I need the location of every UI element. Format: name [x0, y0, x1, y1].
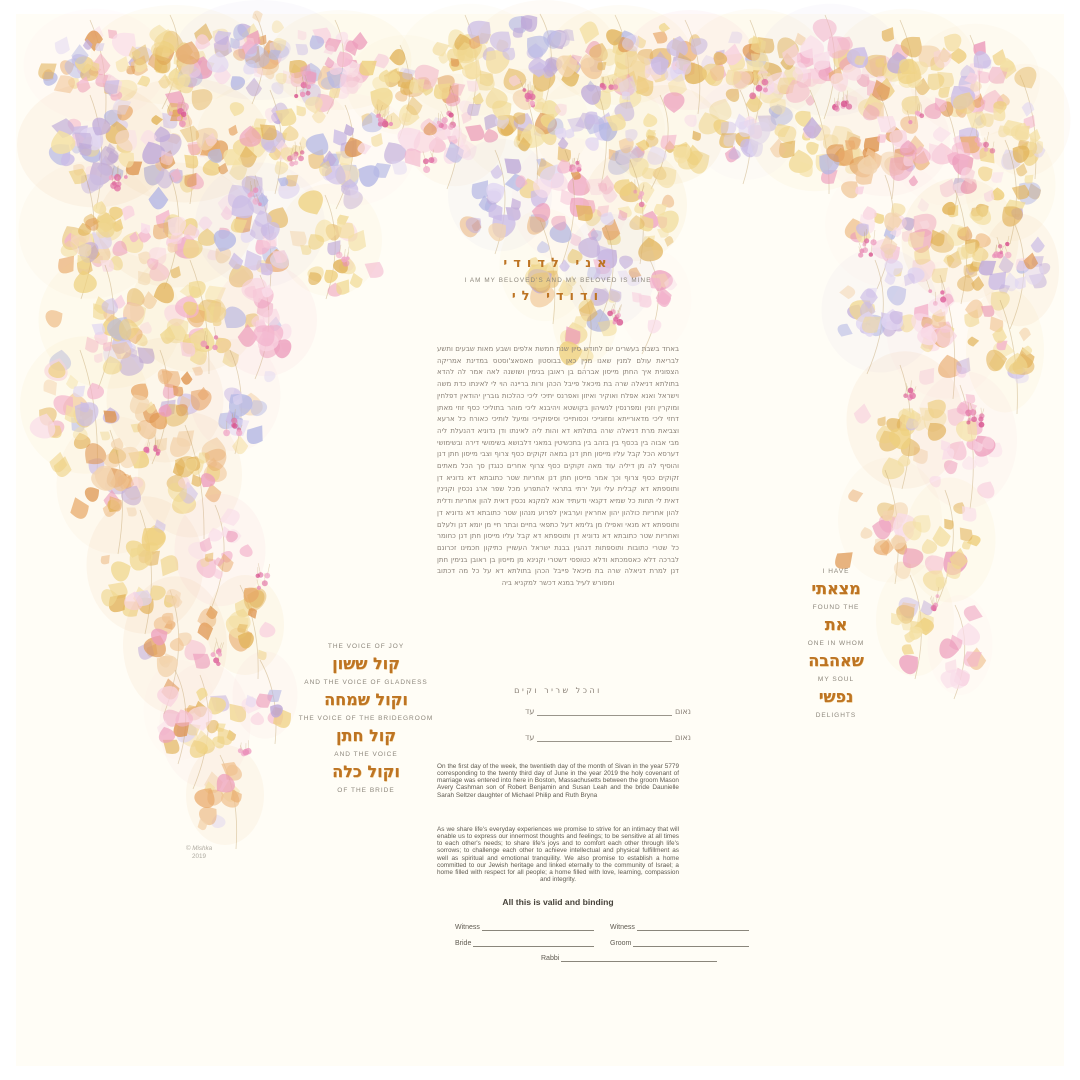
verse-line: AND THE VOICE OF GLADNESS — [304, 679, 428, 686]
groom-signature-field — [610, 938, 749, 947]
english-vows-paragraph: As we share life's everyday experiences we promise to strive for an intimacy that will enable us to express our innermost thoughts and feelings; to be sensitive at all times to each other's needs; to share life's joys and to comfort each other through life's sorrows; to challenge each other to achieve intellectual and physical fulfillment as well as spiritual and emotional tranquility. We also promise to establish a home committed to our Jewish heritage and linked eternally to the community of Israel; a home filled with respect for all people; a home filled with love, learning, compassion and integrity. — [437, 826, 679, 884]
signature-row — [455, 938, 749, 947]
verse-line: OF THE BRIDE — [337, 787, 395, 794]
witness-signature-field — [610, 922, 749, 931]
naum-label: נאום — [674, 707, 691, 716]
ed-label: עד — [525, 733, 535, 742]
header-verse — [437, 256, 679, 304]
signature-line — [561, 953, 717, 962]
witness-label: Witness — [610, 924, 635, 931]
signature-line — [473, 938, 594, 947]
artist-signature: © Mishka — [185, 845, 213, 852]
verse-line: קול ששון — [332, 654, 400, 673]
verse-line: וקול שמחה — [324, 690, 408, 709]
verse-line: ONE IN WHOM — [807, 640, 865, 647]
english-date-paragraph: On the first day of the week, the twentieth day of the month of Sivan in the year 5779 corresponding to the twenty third day of June in the year 2019 the holy covenant of marriage was entered into here in Boston, Massachusetts between the groom Mason Avery Cashman son of Robert Benjamin and Susan Leah and the bride Daunielle Sarah Seltzer daughter of Michael Philip and Ruth Bryna — [437, 763, 679, 799]
verse-line: וקול כלה — [332, 762, 400, 781]
verse-line: MY SOUL — [817, 676, 855, 683]
artist-mark — [176, 845, 222, 861]
header-english: I AM MY BELOVED'S AND MY BELOVED IS MINE — [464, 277, 652, 284]
hebrew-witness-row — [525, 700, 691, 716]
groom-label: Groom — [610, 939, 632, 947]
signature-line — [633, 938, 749, 947]
verse-line: את — [824, 615, 848, 634]
bride-label: Bride — [455, 939, 472, 947]
header-hebrew-line1: אני לדודי — [503, 256, 613, 271]
verse-line: מצאתי — [811, 579, 861, 598]
naum-label: נאום — [674, 733, 691, 742]
verse-line: FOUND THE — [812, 604, 860, 611]
header-hebrew-line2: ודודי לי — [511, 289, 605, 304]
verse-line: AND THE VOICE — [334, 751, 398, 758]
signature-line — [637, 922, 749, 931]
signature-row — [455, 922, 749, 931]
bride-signature-field — [455, 938, 594, 947]
right-verse-i-have-found — [761, 562, 911, 723]
hebrew-witness-signature-line — [537, 704, 672, 716]
verse-line: THE VOICE OF THE BRIDEGROOM — [298, 715, 434, 722]
aramaic-ketubah-text: באחד בשבת בעשרים יום לחודש סיון שנת חמשת אלפים ושבע מאות שבעים ותשע לבריאת עולם למנין שאנו מנין כאן בבוסטון מאסאצ'וסטס במדינת אמריקה הצפונית איך החתן מייסון אברהם בן ראובן בנימין ושושנה לאה אמר לה להדא בתולתא דניאלה שרה בת מיכאל פייבל הכהן ורות בריינה הוי לי לאינתו כדת משה וישראל ואנא אפלח ואוקיר ואיזון ואפרנס יתיכי ליכי כהלכות גוברין יהודאין דפלחין ומוקרין וזנין ומפרנסין לנשיהון בקושטא ויהיבנא ליכי מוהר בתוליכי כסף זוזי מאתן דחזי ליכי מדאורייתא ומזונייכי וכסותייכי וסיפוקייכי ומיעל לותיכי כאורח כל ארעא וצביאת מרת דניאלה שרה בתולתא דא והות ליה לאינתו ודן נדוניא דהנעלת ליה מבי אבוה בין בכסף בין בזהב בין בתכשיטין במאני דלבושא בשימושי דירה ובשימושי דערסא הכל קבל עליו מייסון חתן דנן במאה זקוקים כסף צרוף וצבי מייסון חתן דנן והוסיף לה מן דיליה עוד מאה זקוקים כסף צרוף אחרים כנגדן סך הכל מאתים זקוקים כסף צרוף וכך אמר מייסון חתן דנן אחריות שטר כתובתא דא נדוניא דן ותוספתא דא קבלית עלי ועל ירתי בתראי להתפרע מכל שפר ארג נכסין וקנינין דאית לי תחות כל שמיא דקנאי ודעתיד אנא למקנא נכסין דאית להון אחריות ודלית להון אחריות כולהון יהון אחראין וערבאין לפרוע מנהון שטר כתובתא דא נדוניא דן ותוספתא דא מנאי ואפילו מן גלימא דעל כתפאי בחיים ובתר חיי מן יומא דנן ולעלם ואחריות שטר כתובתא דא נדוניא דן ותוספתא דא קבל עליו מייסון חתן דנן כחומר כל שטרי כתובות ותוספתות דנהגין בבנת ישראל העשויין כתיקון חכמינו זכרונם לברכה דלא כאסמכתא ודלא כטופסי דשטרי וקנינא מן מייסון בן ראובן בנימין חתן דנן למרת דניאלה שרה בת מיכאל פייבל הכהן בתולתא דא על כל מה דכתוב ומפורש לעיל במנא דכשר למקניא ביה — [437, 345, 679, 588]
left-verse-voice-of-joy — [291, 637, 441, 798]
witness-label: Witness — [455, 924, 480, 931]
verse-line: נפשי — [818, 687, 854, 706]
hebrew-witness-row — [525, 726, 691, 742]
verse-line: THE VOICE OF JOY — [327, 643, 405, 650]
valid-and-binding-declaration: All this is valid and binding — [502, 897, 614, 907]
verse-line: DELIGHTS — [815, 712, 857, 719]
hebrew-witness-signature-line — [537, 730, 672, 742]
signature-block — [455, 922, 749, 962]
rabbi-label: Rabbi — [541, 955, 560, 962]
verse-line: שאהבה — [808, 651, 864, 670]
ed-label: עד — [525, 707, 535, 716]
artist-year: 2019 — [191, 853, 206, 860]
verse-line: קול חתן — [336, 726, 396, 745]
closing-hebrew-line: והכל שריר וקים — [514, 686, 602, 695]
hebrew-witness-lines — [525, 700, 691, 752]
rabbi-signature-field — [541, 953, 717, 962]
verse-line: I HAVE — [822, 568, 850, 575]
signature-line — [482, 922, 594, 931]
witness-signature-field — [455, 922, 594, 931]
